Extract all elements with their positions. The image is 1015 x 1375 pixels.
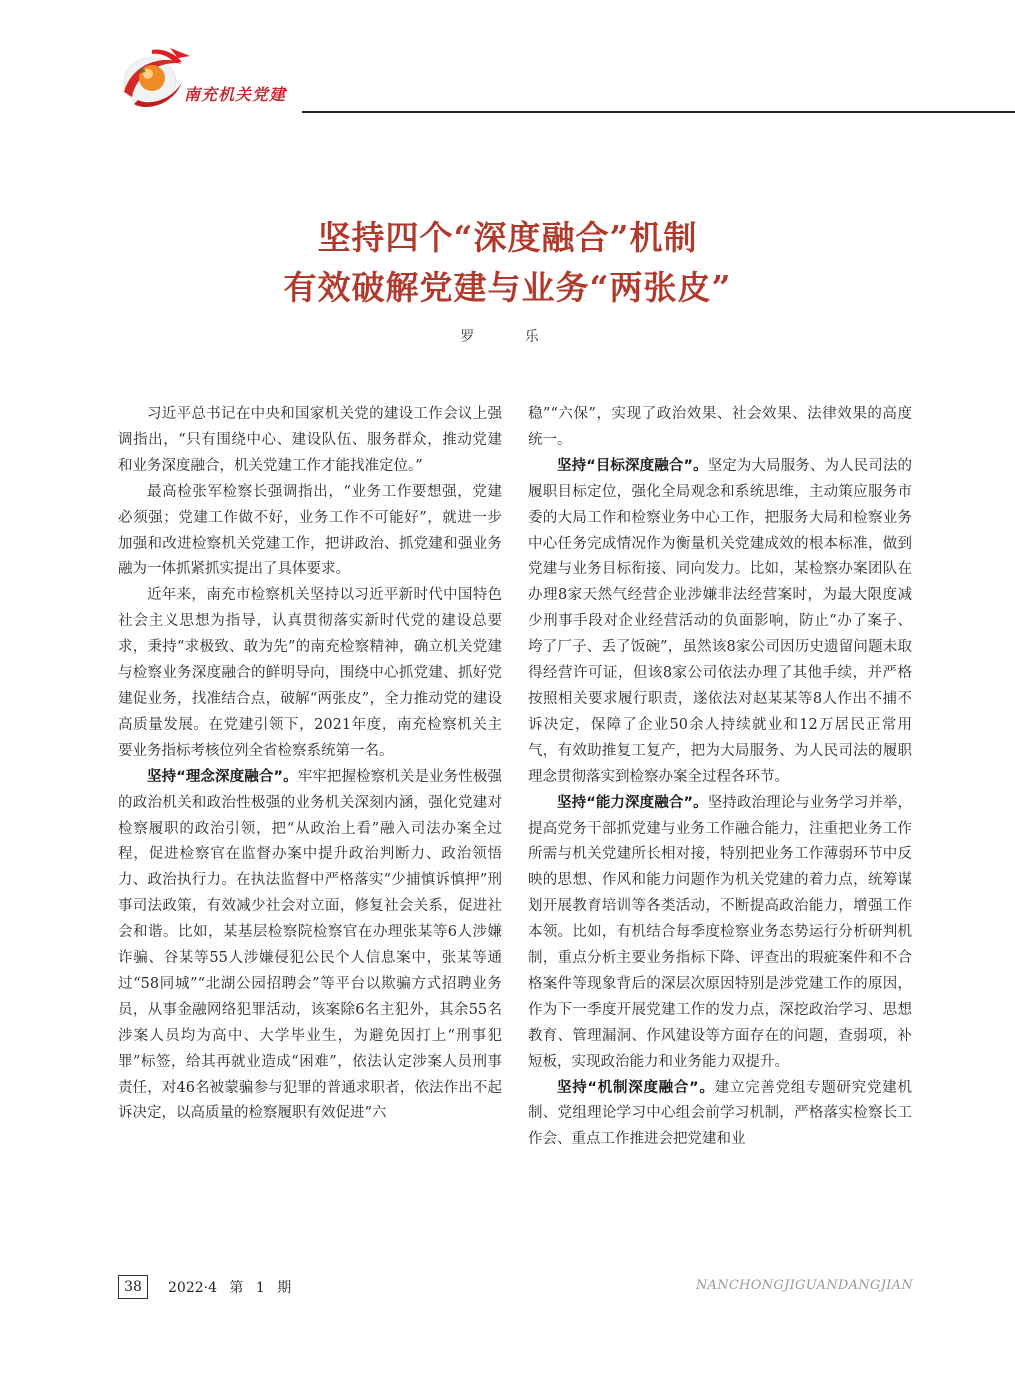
paragraph: 近年来，南充市检察机关坚持以习近平新时代中国特色社会主义思想为指导，认真贯彻落实新时代党的建设总要求，秉持“求极致、敢为先”的南充检察精神，确立机关党建与检察业务深度融合的鲜明导向，围绕中心抓党建、抓好党建促业务，找准结合点，破解“两张皮”，全力推动党的建设高质量发展。在党建引领下，2021年度，南充检察机关主要业务指标考核位列全省检察系统第一名。 <box>118 587 502 759</box>
page-footer <box>118 1275 913 1303</box>
paragraph <box>528 1076 912 1154</box>
paragraph: 稳”“六保”，实现了政治效果、社会效果、法律效果的高度统一。 <box>528 406 912 448</box>
issue-info: 2022·4 第 1 期 <box>168 1280 292 1296</box>
publication-name: NANCHONGJIGUANDANGJIAN <box>695 1278 913 1293</box>
article-title-line2: 有效破解党建与业务“两张皮” <box>283 268 732 307</box>
party-emblem-logo-icon <box>112 42 202 117</box>
article-title-line1: 坚持四个“深度融合”机制 <box>317 218 698 257</box>
author-name: 罗 乐 <box>460 329 555 345</box>
section-lead: 坚持“机制深度融合”。 <box>557 1079 715 1096</box>
section-lead: 坚持“目标深度融合”。 <box>557 457 708 474</box>
section-text: 坚持政治理论与业务学习并举，提高党务干部抓党建与业务工作融合能力，注重把业务工作所需与机关党建所长相对接，特别把业务工作薄弱环节中反映的思想、作风和能力问题作为机关党建的着力点，统筹谋划开展教育培训等各类活动，不断提高政治能力，增强工作本领。比如，有机结合每季度检察业务态势运行分析研判机制，重点分析主要业务指标下降、评查出的瑕疵案件和不合格案件等现象背后的深层次原因特别是涉党建工作的原因，作为下一季度开展党建工作的发力点，深挖政治学习、思想教育、管理漏洞、作风建设等方面存在的问题，查弱项，补短板，实现政治能力和业务能力双提升。 <box>528 794 913 1070</box>
paragraph: 习近平总书记在中央和国家机关党的建设工作会议上强调指出，“只有围绕中心、建设队伍、服务群众，推动党建和业务深度融合，机关党建工作才能找准定位。” <box>118 406 502 474</box>
section-text: 牢牢把握检察机关是业务性极强的政治机关和政治性极强的业务机关深刻内涵，强化党建对检察履职的政治引领，把“从政治上看”融入司法办案全过程，促进检察官在监督办案中提升政治判断力、政治领悟力、政治执行力。在执法监督中严格落实“少捕慎诉慎押”刑事司法政策，有效减少社会对立面，修复社会关系，促进社会和谐。比如，某基层检察院检察官在办理张某等6人涉嫌诈骗、谷某等55人涉嫌侵犯公民个人信息案中，张某等通过“58同城”“北湖公园招聘会”等平台以欺骗方式招聘业务员，从事金融网络犯罪活动，该案除6名主犯外，其余55名涉案人员均为高中、大学毕业生，为避免因打上“刑事犯罪”标签，给其再就业造成“困难”，依法认定涉案人员刑事责任，对46名被蒙骗参与犯罪的普通求职者，依法作出不起诉决定，以高质量的检察履职有效促进“六 <box>118 768 503 1122</box>
section-text: 坚定为大局服务、为人民司法的履职目标定位，强化全局观念和系统思维，主动策应服务市委的大局工作和检察业务中心工作，把服务大局和检察业务中心任务完成情况作为衡量机关党建成效的根本标准，做到党建与业务目标衔接、同向发力。比如，某检察办案团队在办理8家天然气经营企业涉嫌非法经营案时，为最大限度减少刑事手段对企业经营活动的负面影响，防止“办了案子、垮了厂子、丢了饭碗”，虽然该8家公司因历史遗留问题未取得经营许可证，但该8家公司依法办理了其他手续，并严格按照相关要求履行职责，遂依法对赵某某等8人作出不捕不诉决定，保障了企业50余人持续就业和12万居民正常用气，有效助推复工复产，把为大局服务、为人民司法的履职理念贯彻落实到检察办案全过程各环节。 <box>528 457 913 785</box>
article-right-column <box>528 402 912 1153</box>
paragraph <box>528 454 912 791</box>
header-rule-line <box>302 111 1015 113</box>
article-left-column <box>118 402 502 1127</box>
article-author <box>0 326 1015 346</box>
page-number: 38 <box>118 1275 148 1299</box>
paragraph <box>118 765 502 1128</box>
magazine-header <box>112 42 1015 122</box>
paragraph: 最高检张军检察长强调指出，“业务工作要想强，党建必须强；党建工作做不好，业务工作不可能好”，就进一步加强和改进检察机关党建工作，把讲政治、抓党建和强业务融为一体抓紧抓实提出了具体要求。 <box>118 483 502 578</box>
magazine-brand-name: 南充机关党建 <box>184 85 287 104</box>
section-lead: 坚持“能力深度融合”。 <box>557 794 708 811</box>
section-text: 建立完善党组专题研究党建机制、党组理论学习中心组会前学习机制，严格落实检察长工作会、重点工作推进会把党建和业 <box>528 1079 913 1148</box>
section-lead: 坚持“理念深度融合”。 <box>147 768 298 785</box>
paragraph <box>528 791 912 1076</box>
